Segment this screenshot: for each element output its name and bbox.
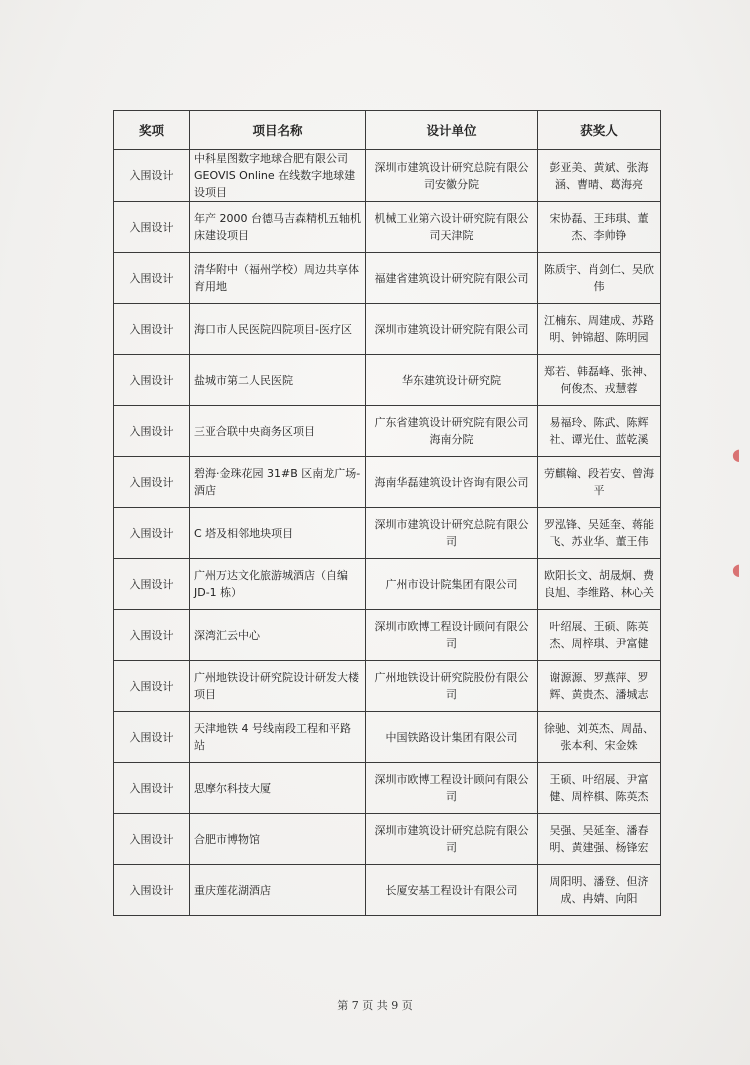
cell-award: 入围设计 — [114, 508, 190, 559]
cell-project: 深湾汇云中心 — [190, 610, 366, 661]
cell-unit: 华东建筑设计研究院 — [366, 355, 538, 406]
cell-unit: 广东省建筑设计研究院有限公司海南分院 — [366, 406, 538, 457]
red-seal-fragment: ◖ — [732, 445, 741, 464]
header-project: 项目名称 — [190, 111, 366, 150]
cell-award: 入围设计 — [114, 355, 190, 406]
cell-winners: 易福玲、陈武、陈辉社、谭光仕、蓝乾溪 — [538, 406, 661, 457]
table-row — [114, 150, 661, 202]
header-winners: 获奖人 — [538, 111, 661, 150]
cell-project: 广州万达文化旅游城酒店（自编 JD-1 栋） — [190, 559, 366, 610]
cell-winners: 叶绍展、王硕、陈英杰、周梓琪、尹富健 — [538, 610, 661, 661]
cell-unit: 深圳市建筑设计研究总院有限公司安徽分院 — [366, 150, 538, 202]
cell-unit: 深圳市欧博工程设计顾问有限公司 — [366, 763, 538, 814]
cell-winners: 周阳明、潘登、但济成、冉婧、向阳 — [538, 865, 661, 916]
cell-award: 入围设计 — [114, 865, 190, 916]
cell-unit: 深圳市建筑设计研究院有限公司 — [366, 304, 538, 355]
header-unit: 设计单位 — [366, 111, 538, 150]
cell-project: 重庆莲花湖酒店 — [190, 865, 366, 916]
cell-winners: 徐驰、刘英杰、周晶、张本利、宋金姝 — [538, 712, 661, 763]
cell-unit: 深圳市建筑设计研究总院有限公司 — [366, 508, 538, 559]
cell-award: 入围设计 — [114, 457, 190, 508]
cell-award: 入围设计 — [114, 202, 190, 253]
cell-winners: 劳麒翰、段若安、曾海平 — [538, 457, 661, 508]
cell-winners: 宋协磊、王玮琪、董杰、李帅铮 — [538, 202, 661, 253]
table-row — [114, 508, 661, 559]
cell-project: 三亚合联中央商务区项目 — [190, 406, 366, 457]
table-row — [114, 202, 661, 253]
table-row — [114, 814, 661, 865]
table-row — [114, 253, 661, 304]
cell-project: 广州地铁设计研究院设计研发大楼项目 — [190, 661, 366, 712]
cell-unit: 深圳市欧博工程设计顾问有限公司 — [366, 610, 538, 661]
cell-winners: 欧阳长文、胡晟炯、费良旭、李维路、林心关 — [538, 559, 661, 610]
cell-winners: 谢源源、罗燕萍、罗辉、黄贵杰、潘城志 — [538, 661, 661, 712]
cell-winners: 王硕、叶绍展、尹富健、周梓棋、陈英杰 — [538, 763, 661, 814]
cell-project: 合肥市博物馆 — [190, 814, 366, 865]
cell-unit: 广州地铁设计研究院股份有限公司 — [366, 661, 538, 712]
cell-project: 碧海·金珠花园 31#B 区南龙广场-酒店 — [190, 457, 366, 508]
cell-unit: 深圳市建筑设计研究总院有限公司 — [366, 814, 538, 865]
table-row — [114, 763, 661, 814]
table-row — [114, 559, 661, 610]
cell-award: 入围设计 — [114, 304, 190, 355]
cell-award: 入围设计 — [114, 712, 190, 763]
cell-award: 入围设计 — [114, 406, 190, 457]
table-row — [114, 712, 661, 763]
table-row — [114, 406, 661, 457]
cell-winners: 罗泓锋、吴延奎、蒋能飞、苏业华、董王伟 — [538, 508, 661, 559]
cell-award: 入围设计 — [114, 661, 190, 712]
table-row — [114, 355, 661, 406]
cell-award: 入围设计 — [114, 814, 190, 865]
cell-project: 年产 2000 台德马吉森精机五轴机床建设项目 — [190, 202, 366, 253]
cell-project: 思摩尔科技大厦 — [190, 763, 366, 814]
cell-unit: 机械工业第六设计研究院有限公司天津院 — [366, 202, 538, 253]
cell-award: 入围设计 — [114, 610, 190, 661]
cell-winners: 彭亚美、黄斌、张海涵、曹晴、葛海亮 — [538, 150, 661, 202]
cell-project: C 塔及相邻地块项目 — [190, 508, 366, 559]
table-row — [114, 457, 661, 508]
cell-award: 入围设计 — [114, 763, 190, 814]
table-row — [114, 610, 661, 661]
cell-unit: 广州市设计院集团有限公司 — [366, 559, 538, 610]
table-row — [114, 661, 661, 712]
cell-award: 入围设计 — [114, 253, 190, 304]
cell-unit: 长厦安基工程设计有限公司 — [366, 865, 538, 916]
cell-unit: 福建省建筑设计研究院有限公司 — [366, 253, 538, 304]
table-header-row — [114, 111, 661, 150]
cell-project: 中科星图数字地球合肥有限公司 GEOVIS Online 在线数字地球建设项目 — [190, 150, 366, 202]
cell-winners: 江楠东、周建成、苏路明、钟锦超、陈明园 — [538, 304, 661, 355]
table-row — [114, 865, 661, 916]
red-seal-fragment: ◖ — [732, 560, 741, 579]
cell-project: 海口市人民医院四院项目-医疗区 — [190, 304, 366, 355]
header-award: 奖项 — [114, 111, 190, 150]
cell-award: 入围设计 — [114, 559, 190, 610]
table-row — [114, 304, 661, 355]
cell-project: 盐城市第二人民医院 — [190, 355, 366, 406]
awards-table — [113, 110, 661, 916]
cell-winners: 郑若、韩磊峰、张神、何俊杰、戎慧蓉 — [538, 355, 661, 406]
cell-unit: 海南华磊建筑设计咨询有限公司 — [366, 457, 538, 508]
cell-winners: 陈质宇、肖剑仁、吴欣伟 — [538, 253, 661, 304]
cell-winners: 吴强、吴延奎、潘春明、黄建强、杨锋宏 — [538, 814, 661, 865]
cell-unit: 中国铁路设计集团有限公司 — [366, 712, 538, 763]
page-number: 第 7 页 共 9 页 — [337, 999, 413, 1012]
cell-project: 清华附中（福州学校）周边共享体育用地 — [190, 253, 366, 304]
cell-award: 入围设计 — [114, 150, 190, 202]
cell-project: 天津地铁 4 号线南段工程和平路站 — [190, 712, 366, 763]
